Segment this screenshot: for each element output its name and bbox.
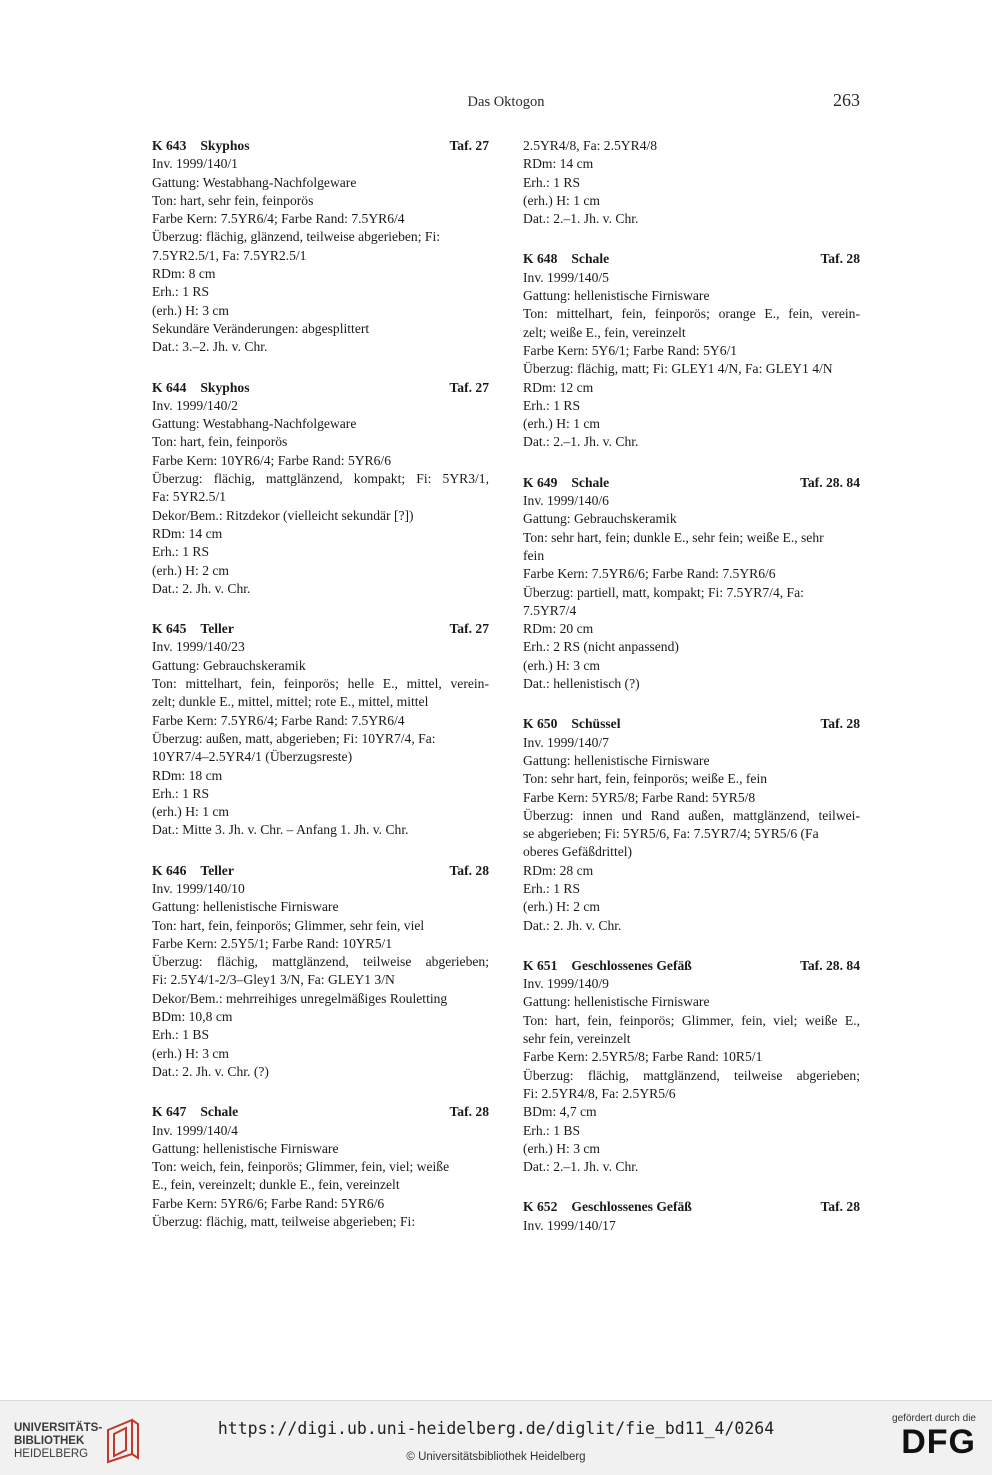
- entry-line: fein: [523, 547, 545, 563]
- entry-line: Fi: 2.5Y4/1-2/3–Gley1 3/N, Fa: GLEY1 3/N: [152, 972, 395, 988]
- entry-line: Inv. 1999/140/9: [523, 976, 609, 992]
- entry-line: Farbe Kern: 2.5YR5/8; Farbe Rand: 10R5/1: [523, 1049, 763, 1065]
- entry-line: Farbe Kern: 5YR6/6; Farbe Rand: 5YR6/6: [152, 1195, 385, 1211]
- catalog-number: K 648: [523, 251, 558, 267]
- copyright-text: © Universitätsbibliothek Heidelberg: [406, 1451, 586, 1463]
- entry-line: 7.5YR7/4: [523, 602, 577, 618]
- entry-identifier: [152, 620, 234, 638]
- entry-line: E., fein, vereinzelt; dunkle E., fein, vereinzelt: [152, 1177, 400, 1193]
- entry-line: Dat.: hellenistisch (?): [523, 676, 640, 692]
- catalog-entry: [152, 137, 489, 357]
- running-title: Das Oktogon: [467, 94, 545, 110]
- entry-heading: [152, 1103, 489, 1121]
- entry-identifier: [523, 474, 609, 492]
- entry-line: (erh.) H: 1 cm: [152, 804, 230, 820]
- dfg-logo[interactable]: [884, 1413, 976, 1465]
- entry-line: Farbe Kern: 7.5YR6/4; Farbe Rand: 7.5YR6/4: [152, 211, 405, 227]
- entry-line: Fa: 5YR2.5/1: [152, 489, 227, 505]
- entry-line: Erh.: 1 BS: [523, 1122, 581, 1138]
- entry-identifier: [152, 379, 250, 397]
- catalog-entry: [523, 1198, 860, 1235]
- entry-line: Dat.: 2. Jh. v. Chr.: [152, 580, 251, 596]
- entry-line: se abgerieben; Fi: 5YR5/6, Fa: 7.5YR7/4; 5YR5/6 (Fa: [523, 826, 819, 842]
- catalog-number: K 644: [152, 379, 187, 395]
- entry-line: Erh.: 1 RS: [523, 397, 581, 413]
- entry-line: (erh.) H: 1 cm: [523, 416, 601, 432]
- entry-identifier: [523, 1198, 692, 1216]
- plate-reference: Taf. 28: [820, 1199, 860, 1215]
- entry-line: RDm: 28 cm: [523, 862, 594, 878]
- entry-line: Gattung: Westabhang-Nachfolgeware: [152, 416, 357, 432]
- entry-line: Dat.: Mitte 3. Jh. v. Chr. – Anfang 1. Jh. v. Chr.: [152, 822, 409, 838]
- entry-line: Inv. 1999/140/10: [152, 880, 245, 896]
- entry-line: zelt; weiße E., fein, vereinzelt: [523, 324, 686, 340]
- document-url[interactable]: https://digi.ub.uni-heidelberg.de/diglit/fie_bd11_4/0264: [217, 1419, 775, 1438]
- entry-line: Ton: hart, sehr fein, feinporös: [152, 192, 314, 208]
- entry-line: 2.5YR4/8, Fa: 2.5YR4/8: [523, 138, 658, 153]
- catalog-number: K 646: [152, 862, 187, 878]
- entry-line: Ton: weich, fein, feinporös; Glimmer, fein, viel; weiße: [152, 1159, 450, 1175]
- entry-line: Dat.: 2.–1. Jh. v. Chr.: [523, 211, 639, 227]
- catalog-number: K 651: [523, 957, 558, 973]
- dfg-wordmark: DFG: [901, 1423, 976, 1461]
- entry-heading: [523, 250, 860, 268]
- entry-heading: [523, 1198, 860, 1216]
- vessel-type: Teller: [200, 862, 234, 878]
- entry-line: Ton: hart, fein, feinporös; Glimmer, sehr fein, viel: [152, 917, 425, 933]
- entry-line: RDm: 12 cm: [523, 379, 594, 395]
- entry-identifier: [523, 957, 692, 975]
- entry-line: Überzug: flächig, glänzend, teilweise abgerieben; Fi:: [152, 229, 441, 245]
- catalog-entry: [523, 957, 860, 1177]
- catalog-number: K 650: [523, 716, 558, 732]
- entry-line: Sekundäre Veränderungen: abgesplittert: [152, 320, 370, 336]
- catalog-entry: [152, 1103, 489, 1231]
- entry-line: Gattung: hellenistische Firnisware: [523, 288, 710, 304]
- vessel-type: Geschlossenes Gefäß: [571, 1199, 692, 1215]
- right-column: [523, 137, 860, 1235]
- entry-line: Gattung: Gebrauchskeramik: [523, 511, 677, 527]
- entry-line: Dat.: 3.–2. Jh. v. Chr.: [152, 339, 268, 355]
- entry-line: Fi: 2.5YR4/8, Fa: 2.5YR5/6: [523, 1085, 676, 1101]
- entry-line: Farbe Kern: 5Y6/1; Farbe Rand: 5Y6/1: [523, 342, 738, 358]
- entry-line: Gattung: hellenistische Firnisware: [152, 899, 339, 915]
- entry-line: Inv. 1999/140/2: [152, 397, 238, 413]
- vessel-type: Schale: [200, 1104, 239, 1120]
- catalog-entry: [523, 474, 860, 694]
- catalog-entry-continuation: [523, 137, 860, 228]
- entry-line: Gattung: Westabhang-Nachfolgeware: [152, 174, 357, 190]
- entry-line: Ton: mittelhart, fein, feinporös; helle E., mittel, verein-: [152, 676, 489, 692]
- entry-line: RDm: 20 cm: [523, 621, 594, 637]
- entry-line: Gattung: Gebrauchskeramik: [152, 657, 306, 673]
- entry-line: Erh.: 1 RS: [523, 880, 581, 896]
- entry-line: Erh.: 2 RS (nicht anpassend): [523, 639, 679, 655]
- funding-note: gefördert durch die: [892, 1413, 976, 1424]
- vessel-type: Schüssel: [571, 716, 621, 732]
- entry-line: BDm: 4,7 cm: [523, 1104, 597, 1120]
- entry-line: Dat.: 2. Jh. v. Chr. (?): [152, 1063, 269, 1079]
- catalog-number: K 652: [523, 1199, 558, 1215]
- entry-line: Farbe Kern: 10YR6/4; Farbe Rand: 5YR6/6: [152, 452, 391, 468]
- entry-line: Gattung: hellenistische Firnisware: [523, 752, 710, 768]
- entry-line: Inv. 1999/140/7: [523, 734, 609, 750]
- entry-line: Inv. 1999/140/17: [523, 1217, 616, 1233]
- entry-line: Überzug: flächig, mattglänzend, teilweise abgerieben;: [152, 954, 489, 970]
- plate-reference: Taf. 27: [449, 379, 489, 395]
- entry-line: Gattung: hellenistische Firnisware: [152, 1140, 339, 1156]
- entry-line: Farbe Kern: 7.5YR6/4; Farbe Rand: 7.5YR6/4: [152, 712, 405, 728]
- entry-line: (erh.) H: 3 cm: [152, 1045, 230, 1061]
- entry-line: Gattung: hellenistische Firnisware: [523, 994, 710, 1010]
- entry-identifier: [152, 1103, 238, 1121]
- footer-bar: [0, 1400, 992, 1475]
- entry-line: Überzug: partiell, matt, kompakt; Fi: 7.5YR7/4, Fa:: [523, 584, 804, 600]
- page-header: [0, 86, 992, 116]
- catalog-entry: [152, 620, 489, 840]
- catalog-number: K 647: [152, 1104, 187, 1120]
- plate-reference: Taf. 27: [449, 621, 489, 637]
- catalog-number: K 649: [523, 474, 558, 490]
- entry-line: Überzug: flächig, matt, teilweise abgerieben; Fi:: [152, 1214, 416, 1230]
- catalog-number: K 643: [152, 138, 187, 153]
- entry-heading: [152, 620, 489, 638]
- entry-line: Überzug: flächig, mattglänzend, kompakt; Fi: 5YR3/1,: [152, 471, 489, 487]
- vessel-type: Geschlossenes Gefäß: [571, 957, 692, 973]
- entry-line: (erh.) H: 1 cm: [523, 192, 601, 208]
- entry-line: Überzug: außen, matt, abgerieben; Fi: 10YR7/4, Fa:: [152, 730, 436, 746]
- catalog-entry: [523, 250, 860, 451]
- entry-line: Inv. 1999/140/6: [523, 493, 609, 509]
- plate-reference: Taf. 28: [449, 862, 489, 878]
- vessel-type: Skyphos: [200, 138, 250, 153]
- entry-line: Ton: sehr hart, fein, feinporös; weiße E., fein: [523, 771, 768, 787]
- vessel-type: Schale: [571, 474, 610, 490]
- entry-line: Dekor/Bem.: Ritzdekor (vielleicht sekundär [?]): [152, 507, 414, 523]
- entry-identifier: [523, 715, 620, 733]
- entry-line: Inv. 1999/140/4: [152, 1122, 238, 1138]
- page-number: 263: [833, 90, 860, 110]
- entry-line: (erh.) H: 2 cm: [152, 562, 230, 578]
- entry-line: Dat.: 2. Jh. v. Chr.: [523, 917, 622, 933]
- entry-line: (erh.) H: 3 cm: [523, 657, 601, 673]
- entry-heading: [523, 474, 860, 492]
- vessel-type: Skyphos: [200, 379, 250, 395]
- entry-line: Überzug: innen und Rand außen, mattglänzend, teilwei-: [523, 807, 860, 823]
- entry-line: Überzug: flächig, matt; Fi: GLEY1 4/N, Fa: GLEY1 4/N: [523, 361, 833, 377]
- entry-identifier: [152, 862, 234, 880]
- entry-line: 10YR7/4–2.5YR4/1 (Überzugsreste): [152, 749, 353, 765]
- entry-line: Inv. 1999/140/5: [523, 269, 609, 285]
- entry-line: Farbe Kern: 7.5YR6/6; Farbe Rand: 7.5YR6/6: [523, 566, 776, 582]
- vessel-type: Schale: [571, 251, 610, 267]
- plate-reference: Taf. 28: [820, 716, 860, 732]
- entry-line: 7.5YR2.5/1, Fa: 7.5YR2.5/1: [152, 247, 307, 263]
- vessel-type: Teller: [200, 621, 234, 637]
- entry-line: (erh.) H: 3 cm: [523, 1140, 601, 1156]
- entry-line: RDm: 14 cm: [523, 156, 594, 172]
- entry-line: Erh.: 1 RS: [523, 174, 581, 190]
- entry-line: RDm: 18 cm: [152, 767, 223, 783]
- entry-line: (erh.) H: 2 cm: [523, 899, 601, 915]
- entry-line: BDm: 10,8 cm: [152, 1009, 233, 1025]
- entry-line: Ton: hart, fein, feinporös; Glimmer, fein, viel; weiße E.,: [523, 1012, 860, 1028]
- entry-identifier: [152, 137, 250, 155]
- entry-heading: [523, 715, 860, 733]
- catalog-entry: [152, 379, 489, 599]
- plate-reference: Taf. 27: [449, 138, 489, 153]
- entry-line: RDm: 14 cm: [152, 525, 223, 541]
- entry-line: Inv. 1999/140/23: [152, 639, 245, 655]
- entry-identifier: [523, 250, 609, 268]
- catalog-entry: [523, 715, 860, 935]
- entry-line: (erh.) H: 3 cm: [152, 302, 230, 318]
- library-logo-text: UNIVERSITÄTS- BIBLIOTHEK HEIDELBERG: [14, 1422, 103, 1460]
- left-column: [152, 137, 489, 1231]
- entry-line: Farbe Kern: 2.5Y5/1; Farbe Rand: 10YR5/1: [152, 935, 393, 951]
- plate-reference: Taf. 28. 84: [800, 474, 860, 490]
- entry-line: Erh.: 1 BS: [152, 1027, 210, 1043]
- entry-heading: [523, 957, 860, 975]
- entry-heading: [152, 137, 489, 155]
- entry-line: Überzug: flächig, mattglänzend, teilweise abgerieben;: [523, 1067, 860, 1083]
- entry-line: Dat.: 2.–1. Jh. v. Chr.: [523, 434, 639, 450]
- entry-line: oberes Gefäßdrittel): [523, 844, 633, 860]
- entry-line: zelt; dunkle E., mittel, mittel; rote E., mittel, mittel: [152, 694, 429, 710]
- entry-line: Farbe Kern: 5YR5/8; Farbe Rand: 5YR5/8: [523, 789, 756, 805]
- entry-heading: [152, 379, 489, 397]
- entry-line: RDm: 8 cm: [152, 266, 216, 282]
- entry-line: Dat.: 2.–1. Jh. v. Chr.: [523, 1159, 639, 1175]
- entry-line: Erh.: 1 RS: [152, 785, 210, 801]
- entry-heading: [152, 862, 489, 880]
- entry-line: Ton: sehr hart, fein; dunkle E., sehr fein; weiße E., sehr: [523, 529, 824, 545]
- plate-reference: Taf. 28: [449, 1104, 489, 1120]
- entry-line: Dekor/Bem.: mehrreihiges unregelmäßiges Rouletting: [152, 990, 448, 1006]
- plate-reference: Taf. 28: [820, 251, 860, 267]
- entry-line: Ton: mittelhart, fein, feinporös; orange E., fein, verein-: [523, 306, 860, 322]
- entry-line: Erh.: 1 RS: [152, 284, 210, 300]
- entry-line: Inv. 1999/140/1: [152, 156, 238, 172]
- catalog-entry: [152, 862, 489, 1082]
- entry-line: Ton: hart, fein, feinporös: [152, 434, 288, 450]
- catalog-number: K 645: [152, 621, 187, 637]
- entry-line: Erh.: 1 RS: [152, 544, 210, 560]
- entry-line: sehr fein, vereinzelt: [523, 1031, 631, 1047]
- plate-reference: Taf. 28. 84: [800, 957, 860, 973]
